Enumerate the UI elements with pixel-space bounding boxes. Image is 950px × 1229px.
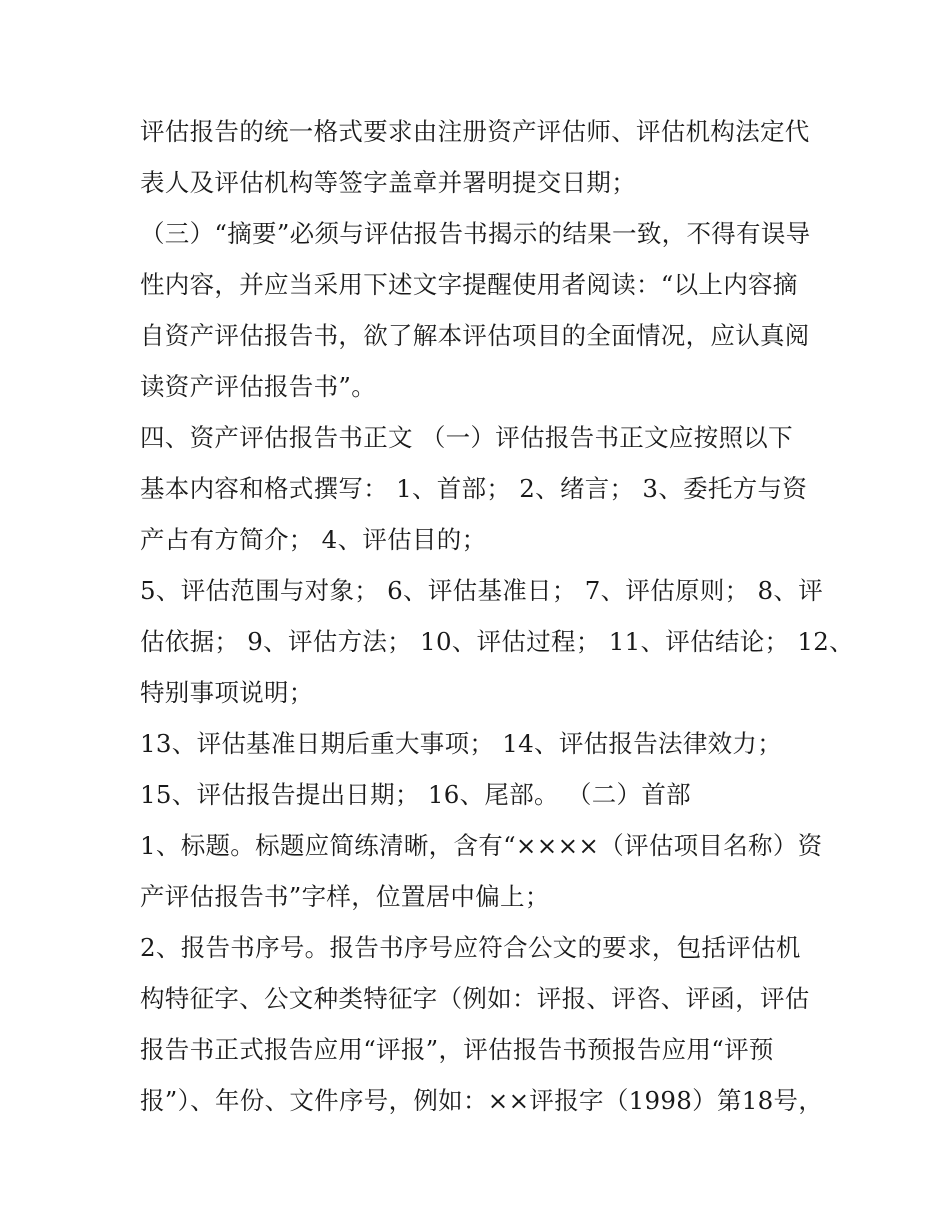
text-line: 性内容，并应当采用下述文字提醒使用者阅读：“以上内容摘 [140,270,798,299]
text-line: 读资产评估报告书”。 [140,372,377,401]
text-line: 2、报告书序号。报告书序号应符合公文的要求，包括评估机 [140,933,801,962]
text-line: 构特征字、公文种类特征字（例如：评报、评咨、评函，评估 [140,984,810,1013]
text-line: 表人及评估机构等签字盖章并署明提交日期； [140,168,636,197]
text-line: 基本内容和格式撰写： 1、首部； 2、绪言； 3、委托方与资 [140,474,808,503]
text-line: 特别事项说明； [140,678,314,707]
text-line: （三）“摘要”必须与评估报告书揭示的结果一致，不得有误导 [140,219,811,248]
text-line: 5、评估范围与对象； 6、评估基准日； 7、评估原则； 8、评 [140,576,824,605]
text-line: 自资产评估报告书，欲了解本评估项目的全面情况，应认真阅 [140,321,810,350]
text-line: 13、评估基准日期后重大事项； 14、评估报告法律效力； [140,729,783,758]
text-line: 报”）、年份、文件序号，例如：××评报字（1998）第18号， [140,1086,824,1115]
document-body [140,106,854,1126]
text-line: 评估报告的统一格式要求由注册资产评估师、评估机构法定代 [140,117,810,146]
text-line: 产占有方简介； 4、评估目的； [140,525,487,554]
text-line: 估依据； 9、评估方法； 10、评估过程； 11、评估结论； 12、 [140,627,854,656]
text-line: 1、标题。标题应简练清晰，含有“××××（评估项目名称）资 [140,831,823,860]
text-line: 报告书正式报告应用“评报”，评估报告书预报告应用“评预 [140,1035,774,1064]
text-line: 产评估报告书”字样，位置居中偏上； [140,882,550,911]
text-line: 15、评估报告提出日期； 16、尾部。 （二）首部 [140,780,691,809]
text-line: 四、资产评估报告书正文 （一）评估报告书正文应按照以下 [140,423,793,452]
